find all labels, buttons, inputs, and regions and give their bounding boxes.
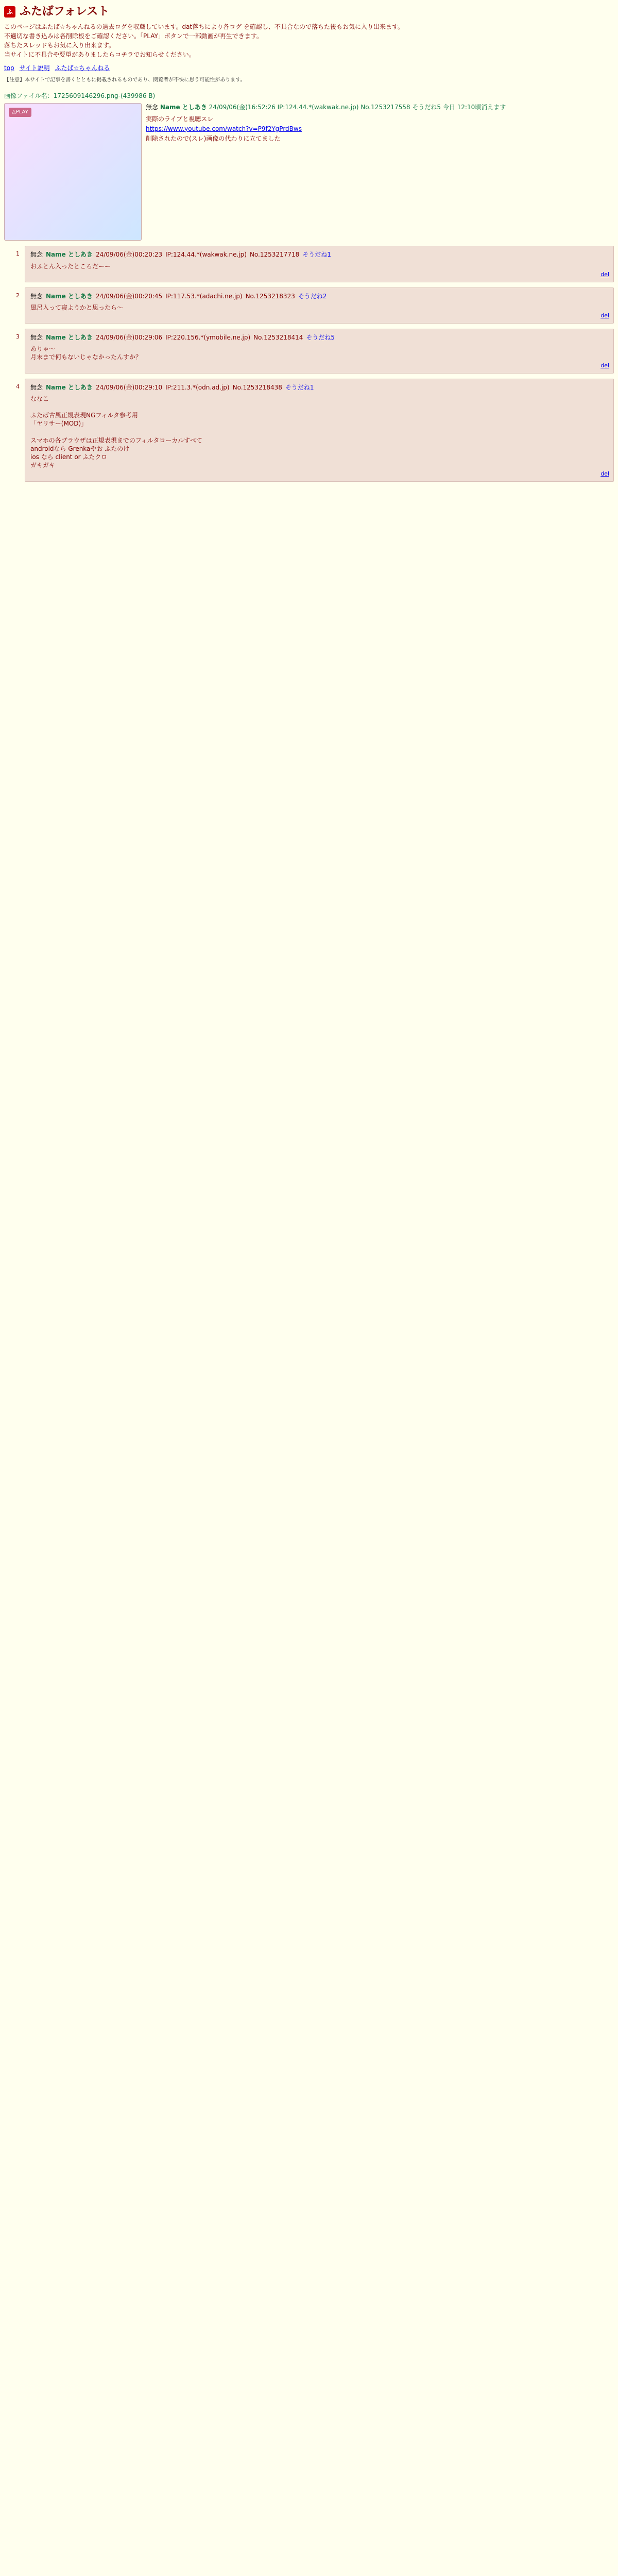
reply-number: 2 [16, 292, 20, 299]
reply-ip: IP:124.44.*(wakwak.ne.jp) [165, 251, 247, 259]
op-text [146, 115, 614, 143]
site-title: ふたばフォレスト [20, 5, 110, 18]
intro-last: 当サイトに不具合や要望がありましたらコチラでお知らせください。 [4, 51, 195, 59]
reply-del[interactable]: そうだね2 [298, 292, 327, 300]
op-name: Name としあき [160, 104, 207, 111]
op-meta [146, 103, 614, 111]
site-logo: ふ [4, 6, 15, 18]
reply-no: No.1253217718 [249, 251, 300, 259]
op-name-label: 無念 [146, 104, 159, 111]
reply-del[interactable]: そうだね1 [285, 383, 314, 391]
nav-futaba[interactable]: ふたば☆ちゃんねる [55, 64, 110, 72]
reply-head [30, 333, 608, 342]
op-thumbnail[interactable] [4, 103, 142, 241]
op-line-1: 実際のライブと視聴スレ [146, 115, 214, 123]
op-date: 24/09/06(金)16:52:26 [209, 104, 276, 111]
play-badge[interactable]: △PLAY [9, 108, 31, 117]
nav-top[interactable]: top [4, 64, 14, 72]
reply [16, 287, 614, 324]
reply-name-label: 無念 [30, 383, 43, 391]
nav-about[interactable]: サイト説明 [19, 64, 50, 72]
reply-date: 24/09/06(金)00:20:45 [95, 292, 163, 300]
reply [16, 246, 614, 282]
reply-name: Name としあき [46, 251, 93, 259]
reply-no: No.1253218414 [253, 334, 303, 342]
op-del[interactable]: そうだね5 [412, 104, 441, 111]
op-link[interactable] [146, 125, 614, 133]
reply-head [30, 250, 608, 259]
site-header [4, 4, 614, 20]
op-link-anchor[interactable]: https://www.youtube.com/watch?v=P9f2YgPrdBws [146, 125, 302, 132]
reply-head [30, 383, 608, 392]
reply-number: 1 [16, 250, 20, 258]
reply-ip: IP:117.53.*(adachi.ne.jp) [165, 292, 243, 300]
op-no: No.1253217558 [360, 104, 410, 111]
reply-del[interactable]: そうだね1 [302, 251, 331, 259]
reply-body: ありゃ～ 月末まで何もないじゃなかったんすか？ [30, 345, 142, 361]
reply [16, 379, 614, 482]
reply-no: No.1253218323 [245, 292, 295, 300]
reply-name-label: 無念 [30, 292, 43, 300]
reply-name: Name としあき [46, 334, 93, 342]
reply-del-button[interactable]: del [600, 470, 609, 477]
site-intro [4, 23, 614, 59]
reply-name: Name としあき [46, 383, 93, 391]
reply-number: 4 [16, 383, 20, 390]
reply-body: 風呂入って寝ようかと思ったら～ [30, 303, 124, 311]
reply-del-button[interactable]: del [600, 362, 609, 369]
op-note: 削除されたので(スレ)画像の代わりに立てました [146, 134, 281, 142]
reply-no: No.1253218438 [232, 383, 282, 391]
reply-ip: IP:220.156.*(ymobile.ne.jp) [165, 334, 251, 342]
reply-del[interactable]: そうだね5 [306, 334, 335, 342]
reply-name-label: 無念 [30, 251, 43, 259]
intro-line-2: 不適切な書き込みは各削除板をご確認ください。「PLAY」ボタンで一部動画が再生できます。 [4, 32, 263, 40]
reply-date: 24/09/06(金)00:20:23 [95, 251, 163, 259]
reply-name: Name としあき [46, 292, 93, 300]
reply-date: 24/09/06(金)00:29:10 [95, 383, 163, 391]
notice: 【注意】本サイトで記事を書くとともに掲載されるものであり、閲覧者が不快に思う可能性があります。 [4, 77, 246, 83]
reply-ip: IP:211.3.*(odn.ad.jp) [165, 383, 230, 391]
reply-name-label: 無念 [30, 334, 43, 342]
reply [16, 329, 614, 374]
intro-line-3: 落ちたスレッドもお気に入り出来ます。 [4, 42, 115, 49]
op-ip: IP:124.44.*(wakwak.ne.jp) [277, 104, 359, 111]
reply-number: 3 [16, 333, 20, 341]
op-image-label: 画像ファイル名：1725609146296.png-(439986 B) [4, 92, 156, 100]
site-nav [4, 64, 614, 72]
intro-line-1: このページはふたば☆ちゃんねるの過去ログを収蔵しています。dat落ちにより各ログ を確認し、不具合なので落ちた後もお気に入り出来ます。 [4, 23, 404, 30]
reply-del-button[interactable]: del [600, 270, 609, 278]
thread [4, 92, 614, 481]
reply-head [30, 292, 608, 300]
op-retention: 今日 12:10頃消えます [442, 104, 506, 111]
reply-date: 24/09/06(金)00:29:06 [95, 334, 163, 342]
reply-body: おふとん入ったところだーー [30, 262, 111, 270]
reply-body: ななこ ふたば古風正規表現NGフィルタ参考用 「ヤリサー(MOD)」 スマホの各ブラウザは正規表現までのフィルタローカルすべて androidなら Grenkaやお ふたのけ ios なら client or ふたクロ ガキガキ [30, 395, 202, 469]
op-post [4, 103, 614, 241]
reply-del-button[interactable]: del [600, 312, 609, 319]
